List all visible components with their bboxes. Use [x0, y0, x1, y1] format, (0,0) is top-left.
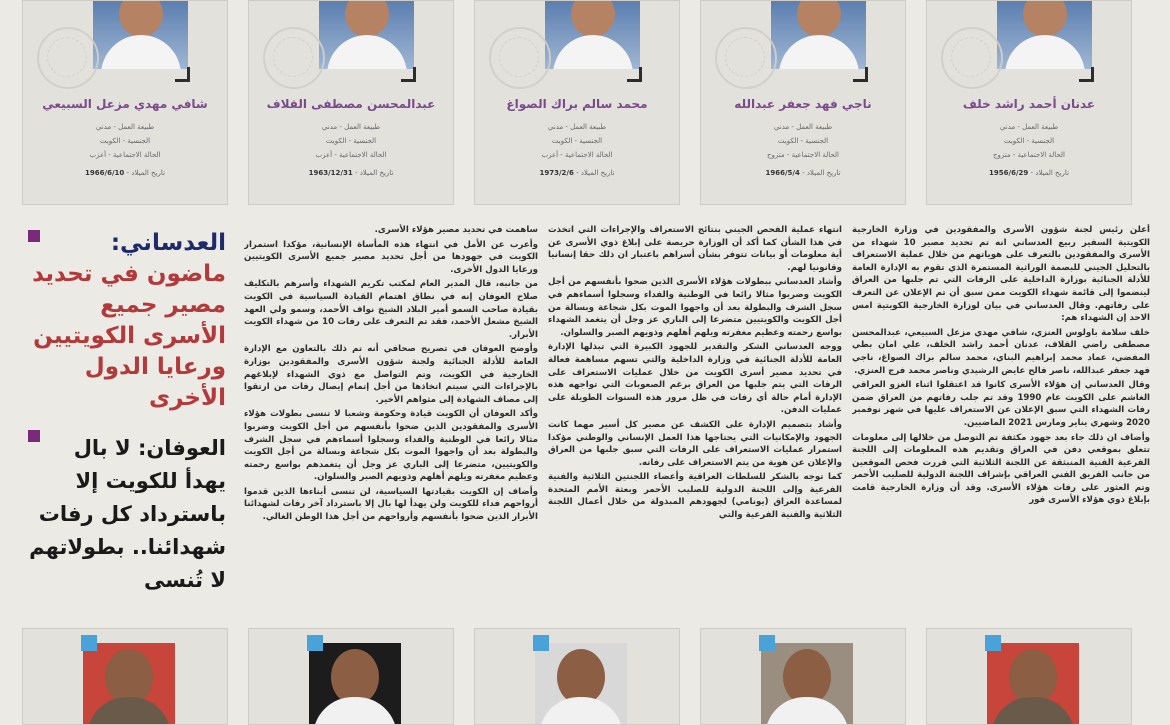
martyr-photo: [987, 643, 1079, 725]
martyr-photos-row: [22, 628, 1156, 725]
martyr-cards-row: [22, 0, 1156, 205]
martyr-card: [926, 0, 1132, 205]
paragraph: وأشاد بتصميم الإدارة على الكشف عن مصير كل أسير مهما كانت الجهود والإمكانيات التي يحتاجها هذا العمل الإنساني والوطني مؤكدا استمرار عمليات الاستعراف على الرفات التي سبق جلبها من العراق والإعلان عن هوية من يتم الاستعراف على رفاته.: [548, 419, 842, 468]
paragraph: وأضاف إن الكويت بقيادتها السياسية، لن تنسى أبناءها الذين قدموا أرواحهم فداء للكويت ولن يهدأ لها بال إلا باسترداد آخر رفات لشهدائنا الأبرار الذين ضحوا بأنفسهم وأرواحهم من أجل هذا الوطن الغالي.: [244, 486, 538, 523]
martyr-birthdate: تاريخ الميلاد - 1966/5/4: [765, 169, 841, 177]
photo-accent: [759, 635, 775, 651]
martyr-work: طبيعة العمل - مدني: [999, 123, 1059, 131]
paragraph: انتهاء عملية الفحص الجيني بنتائج الاستعراف والإجراءات التي اتخذت في هذا الشأن كما أكد أن الوزارة حريصة على إبلاغ ذوي الأسرى عن أية معلومات أو بيانات تتوفر بشأن أسراهم باعتبار ان ذلك حقا إنسانيا وقانونيا لهم.: [548, 225, 842, 273]
martyr-photo: [319, 1, 414, 69]
paragraph: من جانبه، قال المدير العام لمكتب تكريم الشهداء وأسرهم بالتكليف صلاح العوفان إنه في نطاق اهتمام القيادة السياسية في الكويت بقيادة صاحب السمو أمير البلاد الشيخ نواف الأحمد، وسمو ولي العهد الشيخ مشعل الأحمد، فقد تم التعرف على رفات 10 من شهداء الكويت الأبرار.: [244, 279, 538, 340]
martyr-nationality: الجنسية - الكويت: [551, 137, 603, 145]
corner-mark: [627, 67, 642, 82]
martyr-work: طبيعة العمل - مدني: [95, 123, 155, 131]
martyr-card: [700, 0, 906, 205]
martyr-nationality: الجنسية - الكويت: [99, 137, 151, 145]
paragraph: وأوضح العوفان في تصريح صحافي أنه تم ذلك بالتعاون مع الإدارة العامة للأدلة الجنائية ولجنة شؤون الأسرى والمفقودين بوزارة الخارجية في الكويت، وتم التواصل مع ذوي الشهداء لإبلاغهم بالإجراءات التي سيتم اتخاذها من أجل إتمام إيصال رفات من ارتقوا إلى مصاف الشهادة إلى مثواهم الأخير.: [244, 344, 538, 405]
seal-watermark: [37, 27, 99, 89]
martyr-photo: [771, 1, 866, 69]
photo-accent: [307, 635, 323, 651]
martyr-name: عبدالمحسن مصطفى القلاف: [266, 97, 436, 111]
corner-mark: [401, 67, 416, 82]
photo-accent: [533, 635, 549, 651]
martyr-photo: [997, 1, 1092, 69]
martyr-nationality: الجنسية - الكويت: [777, 137, 829, 145]
martyr-status: الحالة الاجتماعية - متزوج: [992, 151, 1066, 159]
martyr-photo-card: [248, 628, 454, 725]
paragraph: ساهمت في تحديد مصير هؤلاء الأسرى.: [374, 225, 538, 235]
martyr-status: الحالة الاجتماعية - أعزب: [541, 151, 613, 159]
headlines-panel: [22, 222, 232, 612]
martyr-work: طبيعة العمل - مدني: [773, 123, 833, 131]
martyr-photo: [761, 643, 853, 725]
martyr-name: محمد سالم براك الصواغ: [506, 97, 648, 111]
paragraph: خلف سلامة باولوس العنزي، شافي مهدي مزعل السبيعي، عبدالمحسن مصطفى راضي القلاف، عدنان أحمد راشد الخلف، علي امان بطي المفضي، عماد محمد إبراهيم البناي، محمد سالم براك الصواغ، ناجي فهد جعفر عبدالله، ناصر فالح عايض الرشيدي وناصر محمد فرج العنزي.: [852, 327, 1150, 376]
seal-watermark: [715, 27, 777, 89]
paragraph: وأشاد العدساني ببطولات هؤلاء الأسرى الذين ضحوا بأنفسهم من أجل الكويت وضربوا مثالا رائعا في الوطنية والفداء وسجلوا أسماءهم في سجل الشرف والبطولة بعد أن واجهوا الموت بكل شجاعة وبسالة من أجل الكويت والكويتيين متضرعا إلى الباري عز وجل أن يتغمد الشهداء بواسع رحمته وعظيم مغفرته ويلهم أهلهم وذويهم الصبر والسلوان.: [548, 277, 842, 338]
martyr-name: عدنان أحمد راشد خلف: [962, 97, 1096, 111]
paragraph: وأعرب عن الأمل في انتهاء هذه المأساة الإنسانية، مؤكدا استمرار الكويت في جهودها من أجل تحديد مصير جميع الأسرى الكويتيين ورعايا الدول الأخرى.: [244, 239, 538, 275]
martyr-status: الحالة الاجتماعية - أعزب: [89, 151, 161, 159]
martyr-photo-card: [700, 628, 906, 725]
martyr-photo: [545, 1, 640, 69]
corner-mark: [1079, 67, 1094, 82]
martyr-photo-card: [474, 628, 680, 725]
paragraph: وقال العدساني إن هؤلاء الأسرى كانوا قد اعتقلوا اثناء الغزو العراقي الغاشم على الكويت عام 1990 وقد تم جلب رفاتهم من العراق ضمن رفات الشهداء التي سبق الإعلان عن الاستعراف عليها في شهر نوفمبر 2020 وشهري يناير ومارس 2021 الماضيين.: [852, 380, 1150, 428]
headline-primary: [26, 228, 226, 414]
martyr-card: [474, 0, 680, 205]
martyr-work: طبيعة العمل - مدني: [547, 123, 607, 131]
paragraph: أعلن رئيس لجنة شؤون الأسرى والمفقودين في وزارة الخارجية الكويتية السفير ربيع العدساني انه تم تحديد مصير 10 شهداء من الأسرى والمفقودين بالتعرف على هوياتهم من خلال عملية الاستعراف بالتحليل الجيني للبصمة الوراثية المستمرة الذي تقوم به الإدارة العامة للأدلة الجنائية بوزارة الداخلية على الرفات التي تم جلبها من العراق لينضموا إلى قائمة شهداء الكويت ممن سبق أن تم الإعلان عن التعرف على رفاتهم. وقال العدساني في بيان لوزارة الخارجية الكويتية امس الاحد إن الشهداء هم:: [852, 225, 1150, 324]
seal-watermark: [263, 27, 325, 89]
martyr-photo: [309, 643, 401, 725]
headline-rest: ماضون في تحديد مصير جميع الأسرى الكويتيين ورعايا الدول الأخرى: [32, 261, 226, 411]
martyr-birthdate: تاريخ الميلاد - 1966/6/10: [85, 169, 165, 177]
seal-watermark: [941, 27, 1003, 89]
martyr-photo: [83, 643, 175, 725]
martyr-photo-card: [22, 628, 228, 725]
martyr-birthdate: تاريخ الميلاد - 1963/12/31: [308, 169, 394, 177]
paragraph: ووجه العدساني الشكر والتقدير للجهود الكبيرة التي تبذلها الإدارة العامة للأدلة الجنائية في وزارة الداخلية والتي تسهم مساهمة فعالة في تحديد مصير أسرى الكويت من خلال عمليات الاستعراف على الرفات التي يتم جلبها من العراق برغم الصعوبات التي تواجهه هذه الإدارة أمام حالة أي رفات في ظل مرور هذه السنوات الطويلة على عمليات الدفن.: [548, 342, 842, 416]
article-column-1: [852, 224, 1150, 612]
paragraph: وأضاف ان ذلك جاء بعد جهود مكثفة تم التوصل من خلالها إلى معلومات تتعلق بموقعي دفن في العراق وتقديم هذه المعلومات إلى اللجنة الفرعية الفنية المنبثقة عن اللجنة الثلاثية التي قررت فحص الموقعين من جانب الفريق الفني العراقي بإشراف اللجنة الدولية للصليب الأحمر وتم العثور على رفات هؤلاء الأسرى. وقد أن وزارة الخارجية قامت بإبلاغ ذوي هؤلاء الأسرى فور: [852, 432, 1150, 506]
article-column-2: [548, 224, 842, 612]
martyr-card: [248, 0, 454, 205]
photo-accent: [81, 635, 97, 651]
martyr-photo-card: [926, 628, 1132, 725]
headline-lead: العدساني:: [110, 230, 226, 256]
paragraph: كما توجه بالشكر للسلطات العراقية وأعضاء اللجنتين الثلاثية والفنية الفرعية وإلى اللجنة الدولية للصليب الأحمر وبعثة الأمم المتحدة لمساعدة العراق (يونامي) لجهودهم المبذولة من خلال أعمال اللجنة الثلاثية والفنية الفرعية والتي: [548, 472, 842, 521]
paragraph: وأكد العوفان أن الكويت قيادة وحكومة وشعبا لا تنسى بطولات هؤلاء الأسرى والمفقودين الذين ضحوا بأنفسهم من أجل الكويت وضربوا مثالا رائعا في الوطنية والفداء وسجلوا أسماءهم في سجل الشرف والبطولة بعد أن واجهوا الموت بكل شجاعة وبسالة من أجل الكويت والكويتيين، متضرعا إلى الباري عز وجل أن يتغمدهم بواسع رحمته وعظيم مغفرته ويلهم أهلهم وذويهم الصبر والسلوان.: [244, 409, 538, 483]
martyr-photo: [535, 643, 627, 725]
martyr-work: طبيعة العمل - مدني: [321, 123, 381, 131]
martyr-nationality: الجنسية - الكويت: [1003, 137, 1055, 145]
martyr-name: ناجي فهد جعفر عبدالله: [734, 97, 872, 111]
martyr-nationality: الجنسية - الكويت: [325, 137, 377, 145]
martyr-status: الحالة الاجتماعية - أعزب: [315, 151, 387, 159]
martyr-photo: [93, 1, 188, 69]
corner-mark: [853, 67, 868, 82]
corner-mark: [175, 67, 190, 82]
martyr-status: الحالة الاجتماعية - متزوج: [766, 151, 840, 159]
headline-secondary: العوفان: لا بال يهدأ للكويت إلا باسترداد كل رفات شهدائنا.. بطولاتهم لا تُنسى: [29, 436, 226, 592]
martyr-birthdate: تاريخ الميلاد - 1973/2/6: [539, 169, 615, 177]
photo-accent: [985, 635, 1001, 651]
seal-watermark: [489, 27, 551, 89]
article-column-3: [244, 224, 538, 612]
martyr-name: شافي مهدي مزعل السبيعي: [42, 97, 208, 111]
martyr-card: [22, 0, 228, 205]
martyr-birthdate: تاريخ الميلاد - 1956/6/29: [989, 169, 1069, 177]
